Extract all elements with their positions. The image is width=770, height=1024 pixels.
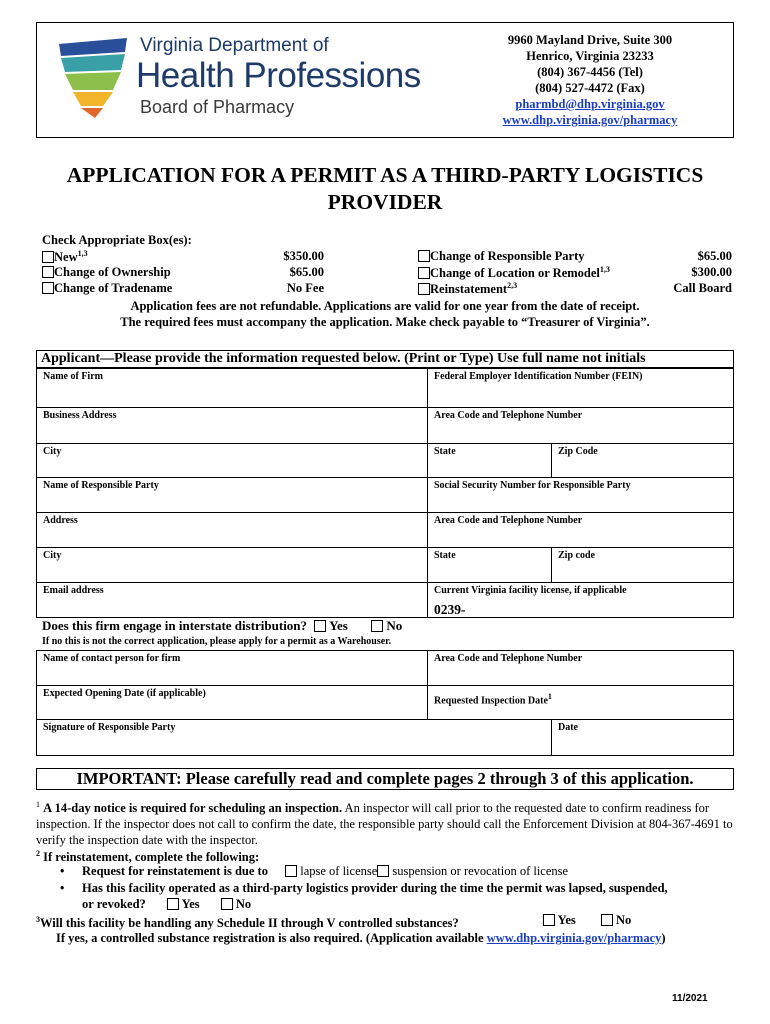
applicant-heading: Applicant—Please provide the information requested below. (Print or Type) Use full name not initials bbox=[36, 350, 734, 368]
field-label: Signature of Responsible Party bbox=[43, 722, 176, 733]
fees-note-payment: The required fees must accompany the application. Make check payable to “Treasurer of Virginia”. bbox=[120, 315, 650, 329]
logo-line3: Board of Pharmacy bbox=[140, 97, 295, 117]
operated-no-checkbox[interactable] bbox=[221, 898, 233, 910]
field-label: City bbox=[43, 446, 62, 457]
question-text: Does this firm engage in interstate distribution? bbox=[42, 618, 308, 633]
footnote-3-note bbox=[56, 930, 666, 946]
fee-label: Reinstatement bbox=[430, 282, 508, 297]
address-line: (804) 367-4456 (Tel) bbox=[537, 65, 643, 79]
no-label: No bbox=[386, 618, 403, 633]
page-title bbox=[0, 162, 770, 216]
email-field[interactable] bbox=[36, 582, 428, 618]
footnote-number: 1 bbox=[36, 800, 40, 809]
city-field[interactable] bbox=[36, 443, 428, 478]
field-label: Requested Inspection Date bbox=[434, 695, 548, 707]
bullet: • bbox=[60, 881, 65, 895]
footnote-number: 3 bbox=[36, 915, 40, 924]
phone-field[interactable] bbox=[427, 512, 734, 548]
field-label: Expected Opening Date (if applicable) bbox=[43, 688, 206, 699]
phone-field[interactable] bbox=[427, 407, 734, 444]
yes-label: Yes bbox=[557, 913, 576, 927]
footnote-3-close: ) bbox=[661, 931, 666, 945]
footnote-2-title: If reinstatement, complete the following: bbox=[43, 850, 260, 865]
footnote-2-bullet-1 bbox=[60, 863, 568, 879]
field-label: Social Security Number for Responsible Party bbox=[434, 480, 631, 491]
fee-amount: No Fee bbox=[286, 281, 324, 295]
fee-option-change-responsible bbox=[418, 249, 585, 264]
field-label: Zip Code bbox=[558, 446, 598, 457]
revision-date: 11/2021 bbox=[672, 993, 708, 1004]
business-address-field[interactable] bbox=[36, 407, 428, 444]
fee-amount: $65.00 bbox=[697, 249, 732, 263]
address-line: Henrico, Virginia 23233 bbox=[526, 49, 654, 63]
field-label: Address bbox=[43, 515, 78, 526]
fee-option-change-tradename bbox=[42, 281, 172, 296]
no-label: No bbox=[235, 897, 252, 911]
footnote-2-bullet-2-cont bbox=[82, 896, 251, 912]
state-field[interactable] bbox=[427, 443, 552, 478]
fee-sup: 1,3 bbox=[77, 249, 88, 258]
new-checkbox[interactable] bbox=[42, 251, 54, 263]
field-label: Business Address bbox=[43, 410, 117, 421]
fee-sup: 1,3 bbox=[599, 265, 610, 274]
interstate-note: If no this is not the correct application, please apply for a permit as a Warehouser. bbox=[42, 636, 392, 647]
firm-name-field[interactable] bbox=[36, 368, 428, 408]
state-field[interactable] bbox=[427, 547, 552, 583]
footnote-2-bullet-2 bbox=[60, 880, 668, 896]
contact-person-field[interactable] bbox=[36, 650, 428, 686]
fee-amount: $350.00 bbox=[283, 249, 324, 263]
field-label: Area Code and Telephone Number bbox=[434, 515, 583, 526]
field-label: State bbox=[434, 446, 456, 457]
footnote-3-question: Will this facility be handling any Schedule II through V controlled substances? bbox=[40, 916, 459, 931]
field-label: State bbox=[434, 550, 456, 561]
bullet: • bbox=[60, 864, 65, 878]
change-tradename-checkbox[interactable] bbox=[42, 282, 54, 294]
title-line1: APPLICATION FOR A PERMIT AS A THIRD-PARTY LOGISTICS bbox=[66, 163, 704, 187]
change-responsible-checkbox[interactable] bbox=[418, 250, 430, 262]
no-label: No bbox=[615, 913, 632, 927]
yes-label: Yes bbox=[181, 897, 200, 911]
footnote-1-text: An inspector will call prior to the requested date to confirm readiness for inspection. If the inspector does not call to confirm the date, the responsible party should call the Enforcement Division at 804-367-4691 to verify the inspection date with the inspector. bbox=[36, 801, 733, 848]
fee-amount: $65.00 bbox=[289, 265, 324, 279]
opening-date-field[interactable] bbox=[36, 685, 428, 720]
controlled-no-checkbox[interactable] bbox=[601, 914, 613, 926]
change-ownership-checkbox[interactable] bbox=[42, 266, 54, 278]
fee-label: Change of Location or Remodel bbox=[430, 266, 600, 281]
pharmacy-link[interactable]: www.dhp.virginia.gov/pharmacy bbox=[486, 931, 662, 945]
date-field[interactable] bbox=[551, 719, 734, 756]
field-sup: 1 bbox=[547, 692, 552, 701]
field-label: Date bbox=[558, 722, 578, 733]
address-field[interactable] bbox=[36, 512, 428, 548]
logo-line2: Health Professions bbox=[136, 56, 421, 95]
fee-option-reinstatement bbox=[418, 281, 517, 297]
reinstatement-checkbox[interactable] bbox=[418, 283, 430, 295]
board-address bbox=[490, 32, 690, 128]
license-field[interactable] bbox=[427, 582, 734, 618]
bullet-text: Request for reinstatement is due to bbox=[82, 864, 268, 878]
interstate-no-checkbox[interactable] bbox=[371, 620, 383, 632]
change-location-checkbox[interactable] bbox=[418, 267, 430, 279]
footnote-1-bold: A 14-day notice is required for scheduling an inspection. bbox=[43, 801, 343, 816]
zip-field[interactable] bbox=[551, 547, 734, 583]
dhp-logo-icon bbox=[55, 36, 135, 120]
city-field[interactable] bbox=[36, 547, 428, 583]
footnote-3 bbox=[36, 912, 459, 931]
fee-option-change-location bbox=[418, 265, 610, 281]
fee-option-new bbox=[42, 249, 88, 265]
title-line2: PROVIDER bbox=[327, 190, 443, 214]
operated-yes-checkbox[interactable] bbox=[167, 898, 179, 910]
footnote-3-options bbox=[543, 912, 631, 928]
field-label: Name of Firm bbox=[43, 371, 103, 382]
field-label: Name of contact person for firm bbox=[43, 653, 181, 664]
signature-field[interactable] bbox=[36, 719, 552, 756]
footnote-number: 2 bbox=[36, 849, 40, 858]
suspension-checkbox[interactable] bbox=[377, 865, 389, 877]
yes-label: Yes bbox=[329, 618, 348, 633]
fee-sup: 2,3 bbox=[507, 281, 518, 290]
controlled-yes-checkbox[interactable] bbox=[543, 914, 555, 926]
lapse-checkbox[interactable] bbox=[285, 865, 297, 877]
license-prefix: 0239- bbox=[434, 602, 466, 617]
fee-label: Change of Responsible Party bbox=[430, 249, 585, 263]
footnote-3-note-text: If yes, a controlled substance registration is also required. (Application available bbox=[56, 931, 487, 945]
field-label: Federal Employer Identification Number (FEIN) bbox=[434, 371, 643, 382]
footnote-1 bbox=[36, 797, 736, 848]
phone-field[interactable] bbox=[427, 650, 734, 686]
fees-note-refund: Application fees are not refundable. Applications are valid for one year from the date of receipt. bbox=[130, 299, 640, 313]
field-label: Name of Responsible Party bbox=[43, 480, 159, 491]
inspection-date-field[interactable] bbox=[427, 685, 734, 720]
fees-heading: Check Appropriate Box(es): bbox=[42, 233, 192, 247]
bullet-text: Has this facility operated as a third-party logistics provider during the time the permit was lapsed, suspended, bbox=[82, 881, 668, 895]
field-label: Area Code and Telephone Number bbox=[434, 410, 583, 421]
interstate-yes-checkbox[interactable] bbox=[314, 620, 326, 632]
fee-amount: Call Board bbox=[673, 281, 732, 295]
lapse-label: lapse of license bbox=[300, 864, 378, 878]
fee-amount: $300.00 bbox=[691, 265, 732, 279]
website-link[interactable]: www.dhp.virginia.gov/pharmacy bbox=[502, 113, 678, 127]
zip-field[interactable] bbox=[551, 443, 734, 478]
field-label: Area Code and Telephone Number bbox=[434, 653, 583, 664]
field-label: City bbox=[43, 550, 62, 561]
responsible-party-field[interactable] bbox=[36, 477, 428, 513]
bullet-text: or revoked? bbox=[82, 897, 146, 911]
logo-line1: Virginia Department of bbox=[140, 35, 329, 56]
fee-label: Change of Ownership bbox=[54, 265, 171, 279]
fee-label: New bbox=[54, 250, 78, 265]
field-label: Current Virginia facility license, if applicable bbox=[434, 585, 627, 596]
ssn-field[interactable] bbox=[427, 477, 734, 513]
applicant-form bbox=[36, 368, 734, 748]
important-banner: IMPORTANT: Please carefully read and complete pages 2 through 3 of this application. bbox=[36, 768, 734, 790]
fein-field[interactable] bbox=[427, 368, 734, 408]
interstate-question bbox=[42, 618, 402, 634]
email-link[interactable]: pharmbd@dhp.virginia.gov bbox=[515, 97, 665, 111]
field-label: Email address bbox=[43, 585, 104, 596]
fee-option-change-ownership bbox=[42, 265, 171, 280]
suspension-label: suspension or revocation of license bbox=[392, 864, 569, 878]
address-line: 9960 Mayland Drive, Suite 300 bbox=[507, 33, 673, 47]
address-line: (804) 527-4472 (Fax) bbox=[535, 81, 645, 95]
field-label: Zip code bbox=[558, 550, 595, 561]
fee-label: Change of Tradename bbox=[54, 281, 173, 295]
